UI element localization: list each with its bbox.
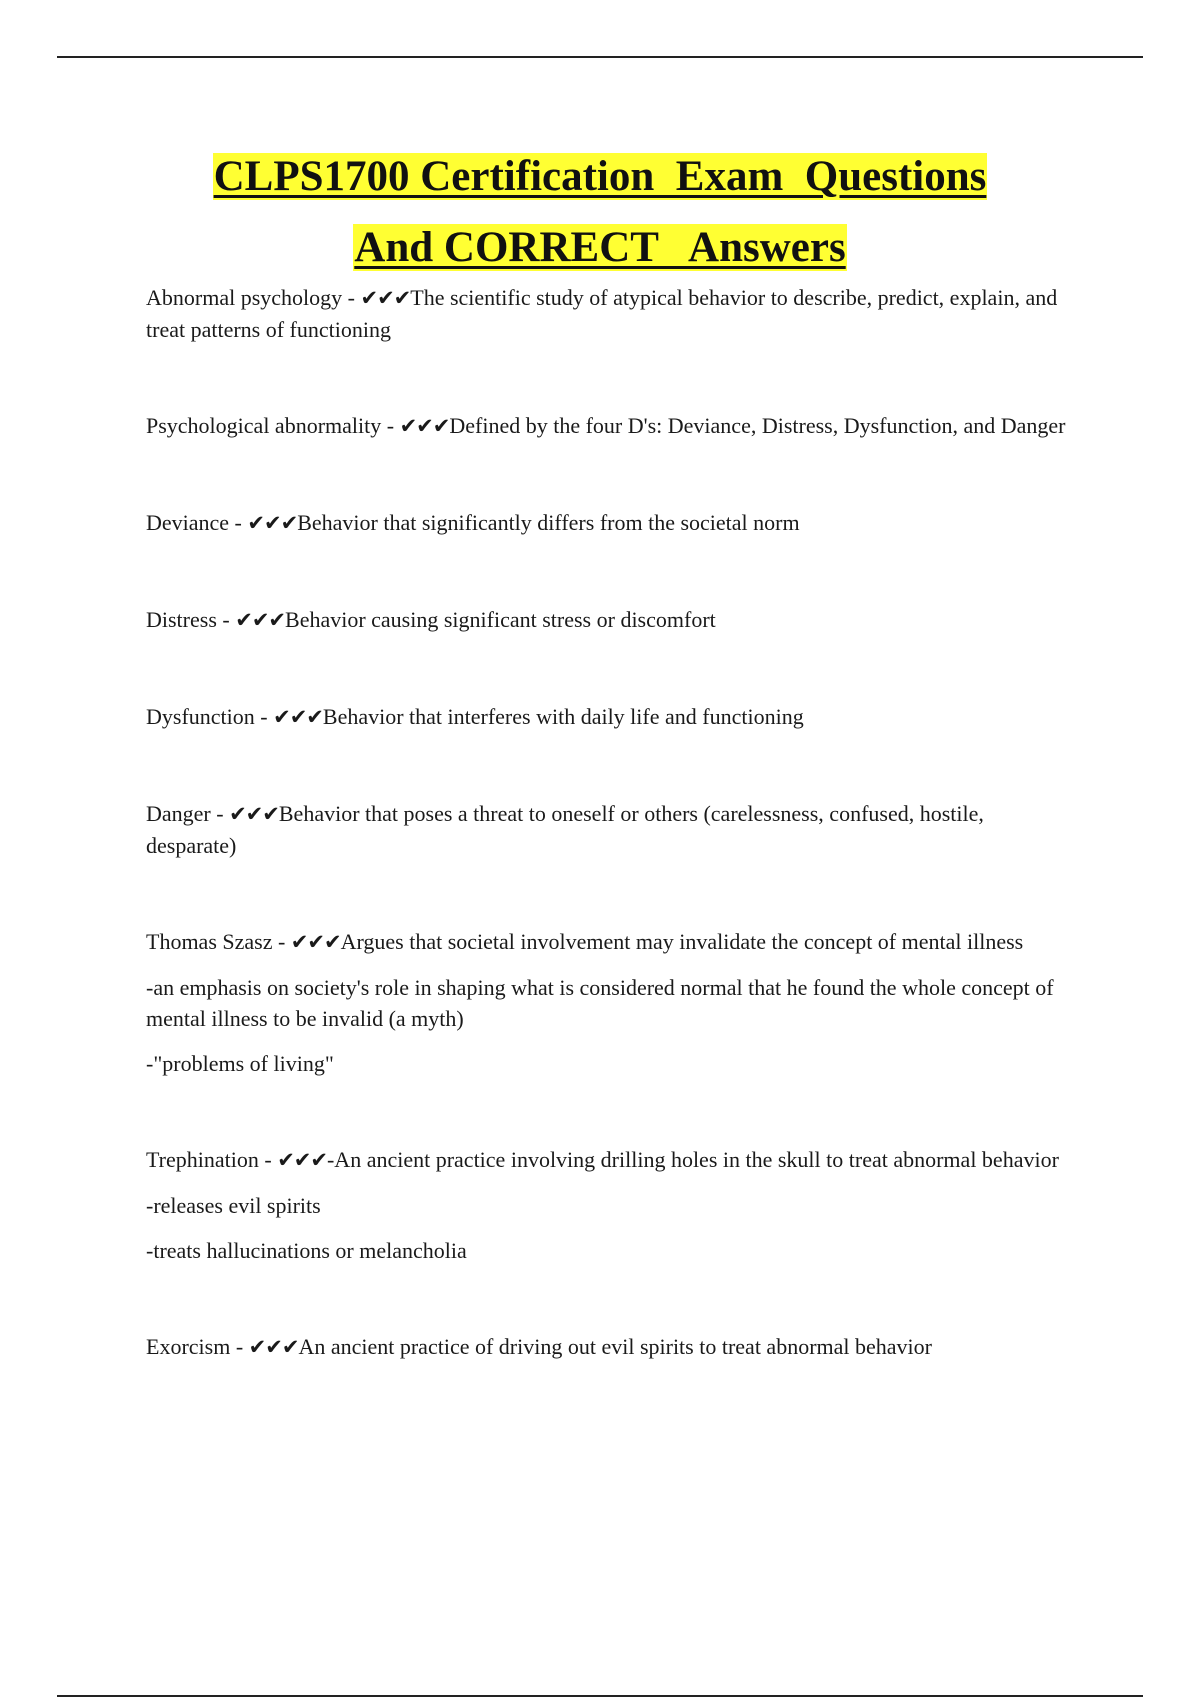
qa-entry	[146, 701, 1066, 733]
title-line-1	[100, 146, 1100, 217]
title-text-1: CLPS1700 Certification Exam Questions	[213, 153, 987, 200]
checkmark-icon: ✔✔✔	[273, 705, 323, 729]
checkmark-icon: ✔✔✔	[248, 1335, 299, 1359]
definition: Argues that societal involvement may invalidate the concept of mental illness	[340, 929, 1024, 954]
definition: An ancient practice of driving out evil spirits to treat abnormal behavior	[298, 1334, 932, 1359]
qa-list	[146, 282, 1066, 1363]
qa-entry	[146, 507, 1066, 539]
document-title	[100, 146, 1100, 288]
definition: Defined by the four D's: Deviance, Distress, Dysfunction, and Danger	[449, 413, 1066, 438]
checkmark-icon: ✔✔✔	[277, 1148, 327, 1172]
qa-entry	[146, 1331, 1066, 1363]
definition: Behavior that poses a threat to oneself or others (carelessness, confused, hostile, desparate)	[146, 801, 984, 858]
qa-line	[146, 410, 1066, 442]
qa-line	[146, 282, 1066, 345]
term: Trephination -	[146, 1147, 278, 1172]
qa-line	[146, 1331, 1066, 1363]
qa-note: -treats hallucinations or melancholia	[146, 1238, 467, 1263]
title-text-2: And CORRECT Answers	[354, 224, 846, 271]
qa-line	[146, 798, 1066, 861]
qa-line	[146, 507, 1066, 539]
term: Exorcism -	[146, 1334, 249, 1359]
checkmark-icon: ✔✔✔	[229, 802, 279, 826]
definition: Behavior causing significant stress or discomfort	[285, 607, 716, 632]
checkmark-icon: ✔✔✔	[247, 511, 298, 535]
term: Danger -	[146, 801, 230, 826]
qa-note: -releases evil spirits	[146, 1193, 321, 1218]
qa-entry	[146, 798, 1066, 861]
term: Deviance -	[146, 510, 248, 535]
definition: Behavior that interferes with daily life and functioning	[322, 704, 804, 729]
top-rule	[57, 56, 1143, 58]
qa-entry	[146, 282, 1066, 345]
qa-entry	[146, 604, 1066, 636]
checkmark-icon: ✔✔✔	[399, 414, 450, 438]
term: Distress -	[146, 607, 236, 632]
qa-line	[146, 1144, 1066, 1176]
qa-entry	[146, 1144, 1066, 1266]
qa-line	[146, 701, 1066, 733]
qa-line	[146, 926, 1066, 958]
checkmark-icon: ✔✔✔	[290, 930, 341, 954]
bottom-rule	[57, 1695, 1143, 1697]
qa-entry	[146, 926, 1066, 1079]
qa-line	[146, 604, 1066, 636]
definition: The scientific study of atypical behavior to describe, predict, explain, and treat patterns of functioning	[146, 285, 1058, 342]
term: Dysfunction -	[146, 704, 274, 729]
definition: Behavior that significantly differs from the societal norm	[297, 510, 800, 535]
checkmark-icon: ✔✔✔	[360, 286, 411, 310]
definition: -An ancient practice involving drilling holes in the skull to treat abnormal behavior	[326, 1147, 1059, 1172]
term: Psychological abnormality -	[146, 413, 400, 438]
title-line-2	[100, 217, 1100, 288]
qa-note: -"problems of living"	[146, 1051, 334, 1076]
checkmark-icon: ✔✔✔	[235, 608, 286, 632]
qa-note: -an emphasis on society's role in shaping what is considered normal that he found the whole concept of mental illness to be invalid (a myth)	[146, 975, 1054, 1031]
term: Thomas Szasz -	[146, 929, 291, 954]
term: Abnormal psychology -	[146, 285, 361, 310]
qa-entry	[146, 410, 1066, 442]
